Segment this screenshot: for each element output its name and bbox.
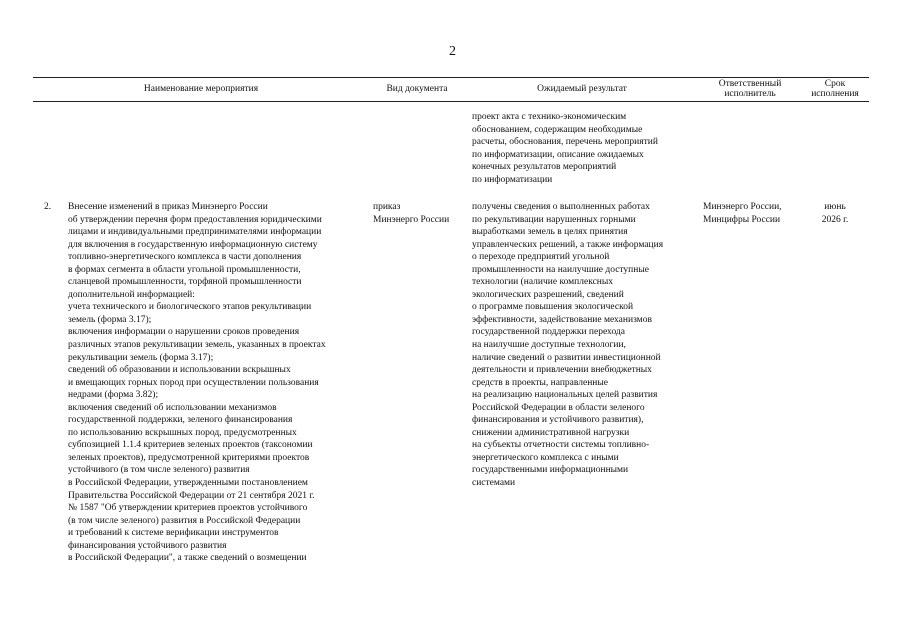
- row-term-line: июнь: [824, 202, 846, 212]
- header-col-name: [33, 78, 369, 100]
- row-result-line: средств в проекты, направленные: [472, 377, 608, 388]
- row-result-line: эффективности, задействование механизмов: [472, 314, 652, 325]
- row-name-line: № 1587 "Об утверждении критериев проектов устойчивого: [68, 503, 308, 514]
- row-name-line: включения информации о нарушении сроков проведения: [68, 327, 300, 338]
- row-result-line: по рекультивации нарушенных горными: [472, 214, 636, 225]
- continuation-line: проект акта с технико-экономическим: [472, 112, 627, 122]
- row-result-line: получены сведения о выполненных работах: [472, 202, 650, 212]
- row-result-line: государственными информационными: [472, 465, 629, 476]
- header-col-term: [801, 78, 869, 100]
- row-name-line: в Российской Федерации", а также сведений о возмещении: [68, 553, 307, 564]
- row-name-line: об утверждении перечня форм предоставления юридическими: [68, 214, 322, 225]
- header-bottom-rule: [33, 101, 869, 102]
- row-name-line: в формах сегмента в области угольной промышленности,: [68, 264, 301, 275]
- row-responsible-line: Минцифры России: [703, 214, 781, 225]
- header-col-responsible-line1: Ответственный: [718, 78, 782, 89]
- row-name-line: и вмещающих горных пород при осуществлении пользования: [68, 377, 319, 388]
- row-name-line: устойчивого (в том числе зеленого) развития: [68, 465, 250, 476]
- row-name-text: [68, 201, 326, 565]
- row-name-line: сведений об образовании и использовании вскрышных: [68, 365, 291, 376]
- continuation-line: обоснованием, содержащим необходимые: [472, 124, 643, 135]
- row-result-line: управленческих решений, а также информация: [472, 239, 664, 250]
- row-responsible-line: Минэнерго России,: [703, 202, 782, 212]
- row-name-line: в Российской Федерации, утвержденными постановлением: [68, 478, 308, 489]
- header-col-name-label: Наименование мероприятия: [143, 83, 259, 94]
- header-col-result-label: Ожидаемый результат: [537, 83, 627, 94]
- row-name-line: топливно-энергетического комплекса в части дополнения: [68, 252, 302, 263]
- continuation-line: расчеты, обоснования, перечень мероприятий: [472, 137, 658, 148]
- row-result-line: системами: [472, 478, 516, 489]
- row-name-line: (в том числе зеленого) развития в Российской Федерации: [68, 515, 301, 526]
- row-name-line: включения сведений об использовании механизмов: [68, 402, 277, 413]
- row-name-line: лицами и индивидуальными предпринимателями информации: [68, 227, 322, 238]
- row-name-line: различных этапов рекультивации земель, указанных в проектах: [68, 340, 326, 351]
- row-name-line: для включения в государственную информационную систему: [68, 239, 318, 250]
- row-result-line: экологических разрешений, сведений: [472, 289, 624, 300]
- header-col-result: [465, 78, 699, 100]
- row-name-line: земель (форма 3.17);: [68, 314, 152, 325]
- continuation-line: по информатизации: [472, 174, 553, 185]
- row-result-line: выработками земель в целях принятия: [472, 227, 628, 238]
- row-result-line: о программе повышения экологической: [472, 302, 634, 313]
- row-result-line: о переходе предприятий угольной: [472, 252, 610, 263]
- row-result-line: промышленности на наилучшие доступные: [472, 264, 649, 275]
- row-number-label: 2.: [44, 202, 52, 212]
- row-term-line: 2026 г.: [821, 214, 849, 225]
- header-col-term-line2: исполнения: [811, 89, 859, 99]
- row-responsible: [703, 201, 782, 226]
- row-name-line: и требований к системе верификации инструментов: [68, 528, 279, 539]
- row-result-line: технологии (наличие комплексных: [472, 277, 614, 288]
- header-col-responsible: [699, 78, 801, 100]
- row-name-line: зеленых проектов), предусмотренной критериями проектов: [68, 452, 310, 463]
- row-term: [801, 201, 869, 226]
- row-result-line: финансирования и устойчивого развития),: [472, 415, 644, 426]
- row-name-line: недрами (форма 3.82);: [68, 390, 159, 401]
- row-result-line: на наилучшие доступные технологии,: [472, 340, 626, 351]
- row-name-line: сланцевой промышленности, торфяной промышленности: [68, 277, 302, 288]
- row-name-line: Внесение изменений в приказ Минэнерго России: [68, 202, 268, 212]
- header-col-term-line1: Срок: [824, 78, 846, 89]
- row-number: [44, 201, 51, 214]
- header-col-doc-label: Вид документа: [386, 83, 448, 94]
- row-result-line: наличие сведений о развитии инвестиционной: [472, 352, 661, 363]
- row-result-line: на реализацию национальных целей развития: [472, 390, 658, 401]
- header-col-responsible-line2: исполнитель: [724, 89, 776, 99]
- page-number: 2: [449, 44, 456, 59]
- row-document-type: [373, 201, 449, 226]
- row-name-line: по использованию вскрышных пород, предусмотренных: [68, 427, 297, 438]
- row-document-line: Минэнерго России: [373, 214, 450, 225]
- row-name-line: рекультивации земель (форма 3.17);: [68, 352, 214, 363]
- row-result-line: на субъекты отчетности системы топливно-: [472, 440, 650, 451]
- row-name-line: государственной поддержки, зеленого финансирования: [68, 415, 293, 426]
- row-name-line: финансирования устойчивого развития: [68, 540, 227, 551]
- row-name-line: Правительства Российской Федерации от 21 сентября 2021 г.: [68, 490, 315, 501]
- row-name-line: учета технического и биологического этапов рекультивации: [68, 302, 312, 313]
- row-result-line: снижении административной нагрузки: [472, 427, 630, 438]
- row-expected-result: [472, 201, 663, 490]
- row-result-line: энергетического комплекса с иными: [472, 452, 619, 463]
- row-name-line: дополнительной информацией:: [68, 289, 195, 300]
- row-document-line: приказ: [373, 202, 401, 212]
- header-col-doc: [369, 78, 465, 100]
- continuation-line: конечных результатов мероприятий: [472, 162, 617, 173]
- row-result-line: деятельности и привлечении внебюджетных: [472, 365, 652, 376]
- row-name-line: субпозицией 1.1.4 критериев зеленых проектов (таксономии: [68, 440, 313, 451]
- continuation-result-text: [472, 111, 658, 186]
- continuation-line: по информатизации, описание ожидаемых: [472, 149, 644, 160]
- row-result-line: Российской Федерации в области зеленого: [472, 402, 645, 413]
- row-result-line: государственной поддержки перехода: [472, 327, 625, 338]
